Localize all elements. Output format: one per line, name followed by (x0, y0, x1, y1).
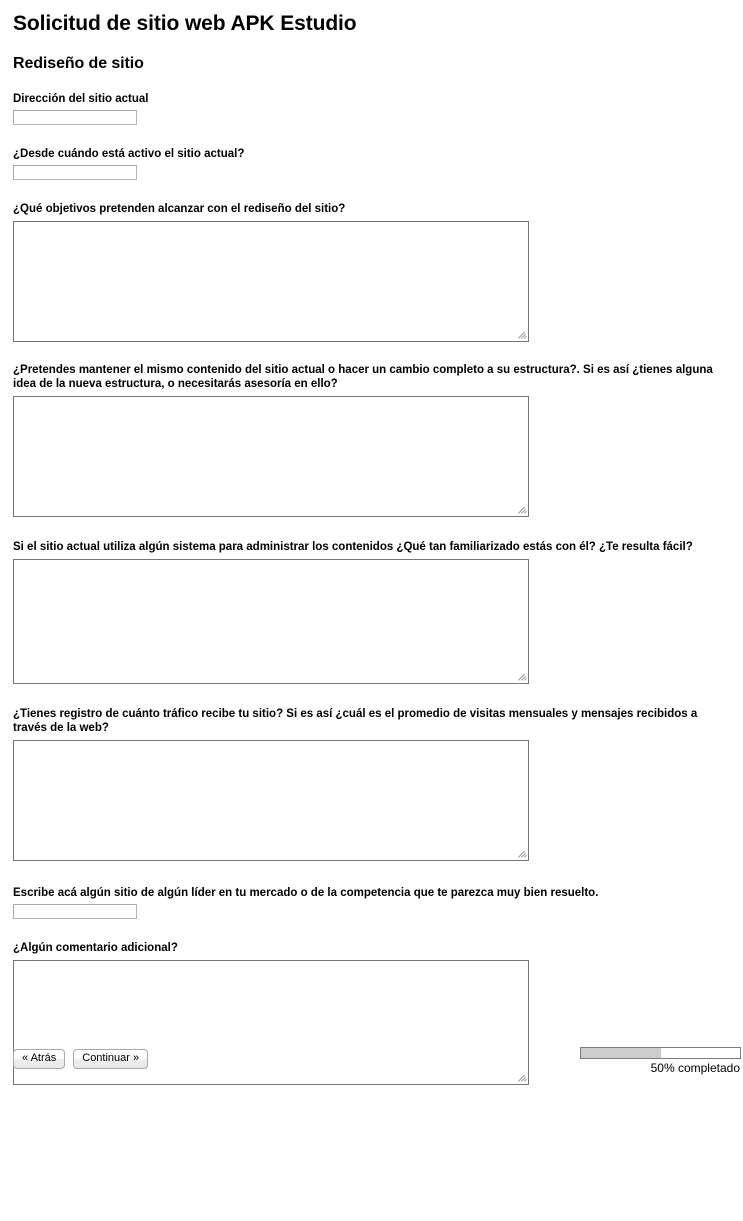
question-label: ¿Pretendes mantener el mismo contenido del sitio actual o hacer un cambio completo a su estructura?. Si es así ¿tienes alguna idea de la nueva estructura, o necesitarás asesoría en ello? (13, 364, 713, 390)
sitio-lider-competencia-input[interactable] (13, 904, 137, 919)
spacer (0, 125, 743, 147)
question-label: Escribe acá algún sitio de algún líder en tu mercado o de la competencia que te parezca muy bien resuelto. (13, 887, 599, 899)
question-label: ¿Algún comentario adicional? (13, 942, 178, 954)
desde-cuando-activo-input[interactable] (13, 165, 137, 180)
textarea-container (13, 559, 529, 684)
question-label: ¿Qué objetivos pretenden alcanzar con el rediseño del sitio? (13, 203, 346, 215)
back-button[interactable]: « Atrás (13, 1049, 65, 1069)
progress-bar (580, 1047, 741, 1059)
question-registro-trafico (0, 707, 743, 866)
section-title: Rediseño de sitio (13, 55, 144, 72)
direccion-sitio-actual-input[interactable] (13, 110, 137, 125)
question-label: ¿Tienes registro de cuánto tráfico recibe tu sitio? Si es así ¿cuál es el promedio de visitas mensuales y mensajes recibidos a través de la web? (13, 708, 698, 734)
form-footer (0, 1030, 743, 1090)
question-label: Si el sitio actual utiliza algún sistema para administrar los contenidos ¿Qué tan familiarizado estás con él? ¿Te resulta fácil? (13, 541, 693, 553)
navigation-buttons (13, 1049, 148, 1069)
spacer (0, 347, 743, 363)
continue-button[interactable]: Continuar » (73, 1049, 148, 1069)
textarea-container (13, 396, 529, 517)
spacer (0, 180, 743, 202)
progress-area (577, 1047, 741, 1075)
textarea-container (13, 740, 529, 861)
contenido-estructura-textarea[interactable] (13, 396, 529, 517)
question-sistema-administracion (0, 540, 743, 689)
progress-bar-fill (581, 1048, 661, 1058)
textarea-container (13, 221, 529, 342)
progress-label: 50% completado (650, 1061, 740, 1075)
spacer (0, 522, 743, 540)
spacer (0, 866, 743, 886)
question-label: Dirección del sitio actual (13, 93, 149, 105)
question-objetivos-rediseno (0, 202, 743, 347)
question-direccion-sitio-actual (0, 92, 743, 125)
question-sitio-lider-competencia (0, 886, 743, 919)
spacer (0, 689, 743, 707)
spacer (0, 72, 743, 92)
sistema-administracion-textarea[interactable] (13, 559, 529, 684)
registro-trafico-textarea[interactable] (13, 740, 529, 861)
objetivos-rediseno-textarea[interactable] (13, 221, 529, 342)
page-title: Solicitud de sitio web APK Estudio (13, 12, 357, 35)
question-contenido-estructura (0, 363, 743, 522)
question-desde-cuando-activo (0, 147, 743, 180)
question-label: ¿Desde cuándo está activo el sitio actual? (13, 148, 245, 160)
spacer (0, 919, 743, 941)
